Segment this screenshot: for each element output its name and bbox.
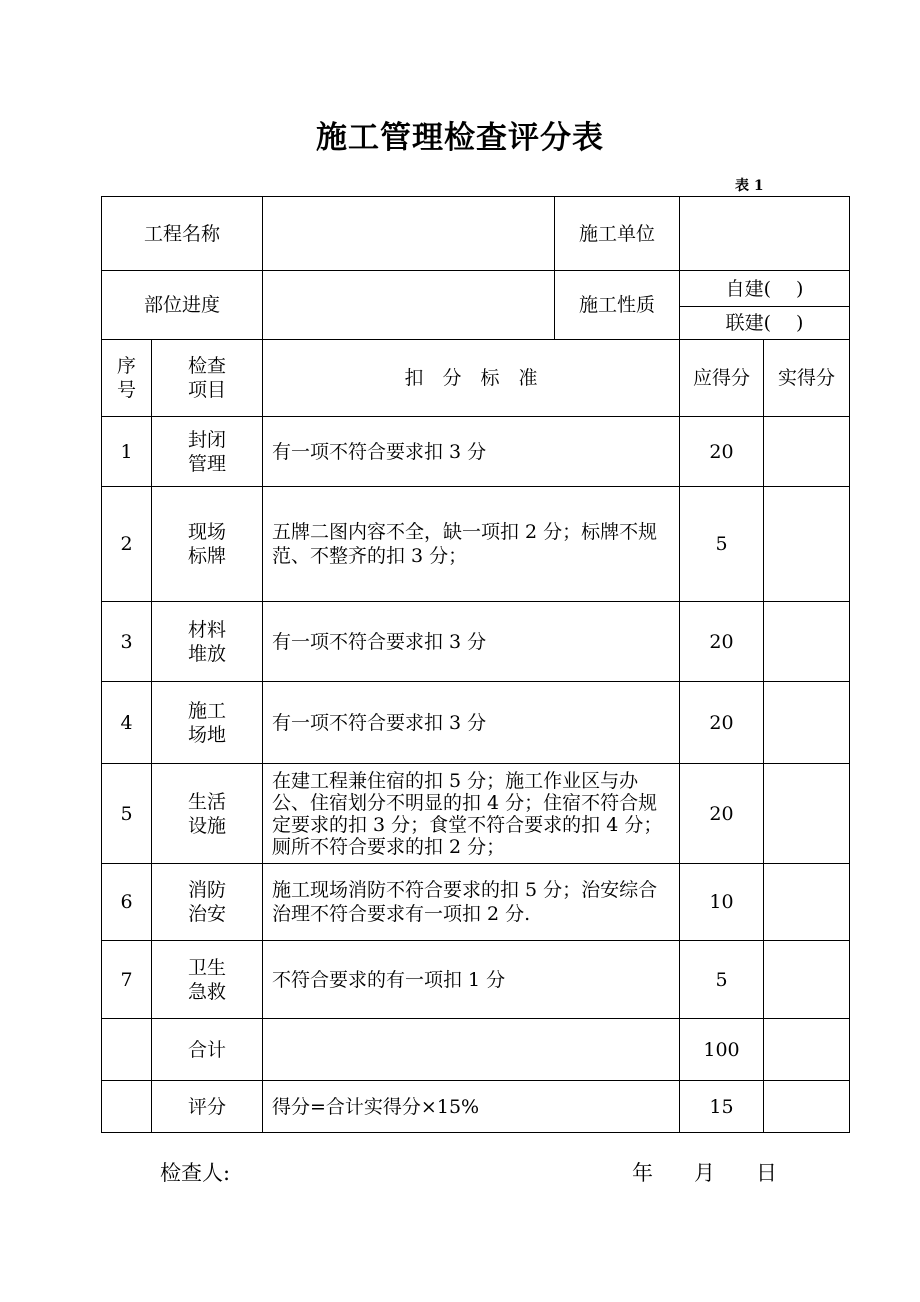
row-actual-score[interactable] (764, 764, 850, 864)
score-row (102, 1081, 850, 1133)
table-row (102, 602, 850, 682)
row-criteria: 有一项不符合要求扣 3 分 (263, 682, 680, 764)
row-item-line-2: 管理 (188, 452, 227, 475)
row-item (152, 487, 263, 602)
row-item-line-2: 急救 (188, 980, 227, 1003)
row-actual-score[interactable] (764, 864, 850, 941)
row-item (152, 682, 263, 764)
row-due-score: 5 (680, 941, 764, 1019)
total-due-score: 100 (680, 1019, 764, 1081)
row-due-score: 20 (680, 764, 764, 864)
page-title: 施工管理检查评分表 (316, 120, 604, 156)
total-seq (102, 1019, 152, 1081)
row-due-score: 20 (680, 602, 764, 682)
row-criteria: 在建工程兼住宿的扣 5 分；施工作业区与办公、住宿划分不明显的扣 4 分；住宿不符合规定要求的扣 3 分；食堂不符合要求的扣 4 分；厕所不符合要求的扣 2 分； (263, 764, 680, 864)
row-criteria: 有一项不符合要求扣 3 分 (263, 417, 680, 487)
row-item-line-2: 标牌 (188, 545, 227, 567)
row-item-line-1: 施工 (188, 699, 227, 722)
col-item-line-1: 检查 (188, 355, 227, 377)
col-seq-line-2: 号 (116, 379, 136, 401)
day-label: 日 (756, 1161, 777, 1185)
table-number: 表 1 (735, 178, 764, 194)
row-criteria: 五牌二图内容不全，缺一项扣 2 分；标牌不规范、不整齐的扣 3 分； (263, 487, 680, 602)
col-actual-header: 实得分 (764, 340, 850, 417)
progress-value[interactable] (263, 271, 555, 340)
nature-option-self-build[interactable]: 自建( ) (680, 271, 850, 307)
total-label: 合计 (152, 1019, 263, 1081)
row-actual-score[interactable] (764, 941, 850, 1019)
row-item-line-1: 卫生 (188, 956, 227, 979)
inspector-label: 检查人: (160, 1161, 231, 1185)
score-actual-score[interactable] (764, 1081, 850, 1133)
project-name-label: 工程名称 (102, 197, 263, 271)
row-item (152, 417, 263, 487)
row-seq: 1 (102, 417, 152, 487)
row-item-line-1: 封闭 (188, 428, 227, 451)
row-seq: 3 (102, 602, 152, 682)
row-seq: 5 (102, 764, 152, 864)
nature-option-joint-build[interactable]: 联建( ) (680, 307, 850, 340)
row-due-score: 10 (680, 864, 764, 941)
table-row (102, 417, 850, 487)
total-row (102, 1019, 850, 1081)
row-criteria: 有一项不符合要求扣 3 分 (263, 602, 680, 682)
col-due-header: 应得分 (680, 340, 764, 417)
row-actual-score[interactable] (764, 682, 850, 764)
row-item (152, 941, 263, 1019)
table-row (102, 487, 850, 602)
construction-unit-value[interactable] (680, 197, 850, 271)
row-actual-score[interactable] (764, 602, 850, 682)
row-item-line-2: 堆放 (188, 642, 227, 665)
col-item-line-2: 项目 (188, 379, 227, 401)
score-criteria: 得分=合计实得分×15% (263, 1081, 680, 1133)
table-row (102, 764, 850, 864)
score-due-score: 15 (680, 1081, 764, 1133)
total-actual-score[interactable] (764, 1019, 850, 1081)
row-item (152, 864, 263, 941)
row-item (152, 602, 263, 682)
total-criteria (263, 1019, 680, 1081)
row-due-score: 20 (680, 417, 764, 487)
row-item-line-2: 治安 (188, 903, 227, 925)
project-name-value[interactable] (263, 197, 555, 271)
table-row (102, 682, 850, 764)
row-seq: 2 (102, 487, 152, 602)
table-row (102, 864, 850, 941)
construction-unit-label: 施工单位 (555, 197, 680, 271)
col-seq-line-1: 序 (116, 355, 136, 377)
row-due-score: 20 (680, 682, 764, 764)
score-label: 评分 (152, 1081, 263, 1133)
row-item-line-2: 场地 (188, 723, 227, 746)
row-seq: 7 (102, 941, 152, 1019)
table-row (102, 941, 850, 1019)
year-label: 年 (632, 1161, 653, 1185)
row-item-line-1: 生活 (188, 790, 227, 813)
inspection-date (632, 1157, 777, 1187)
progress-label: 部位进度 (102, 271, 263, 340)
row-criteria: 不符合要求的有一项扣 1 分 (263, 941, 680, 1019)
month-label: 月 (694, 1161, 715, 1185)
row-item (152, 764, 263, 864)
row-due-score: 5 (680, 487, 764, 602)
row-item-line-2: 设施 (188, 814, 227, 837)
row-seq: 6 (102, 864, 152, 941)
row-item-line-1: 材料 (188, 618, 227, 641)
score-table (101, 196, 850, 1133)
col-seq-header (102, 340, 152, 417)
row-actual-score[interactable] (764, 417, 850, 487)
row-item-line-1: 消防 (188, 879, 227, 901)
row-criteria: 施工现场消防不符合要求的扣 5 分；治安综合治理不符合要求有一项扣 2 分. (263, 864, 680, 941)
col-item-header (152, 340, 263, 417)
row-seq: 4 (102, 682, 152, 764)
col-criteria-header: 扣 分 标 准 (263, 340, 680, 417)
row-item-line-1: 现场 (188, 521, 227, 543)
row-actual-score[interactable] (764, 487, 850, 602)
construction-nature-label: 施工性质 (555, 271, 680, 340)
score-seq (102, 1081, 152, 1133)
